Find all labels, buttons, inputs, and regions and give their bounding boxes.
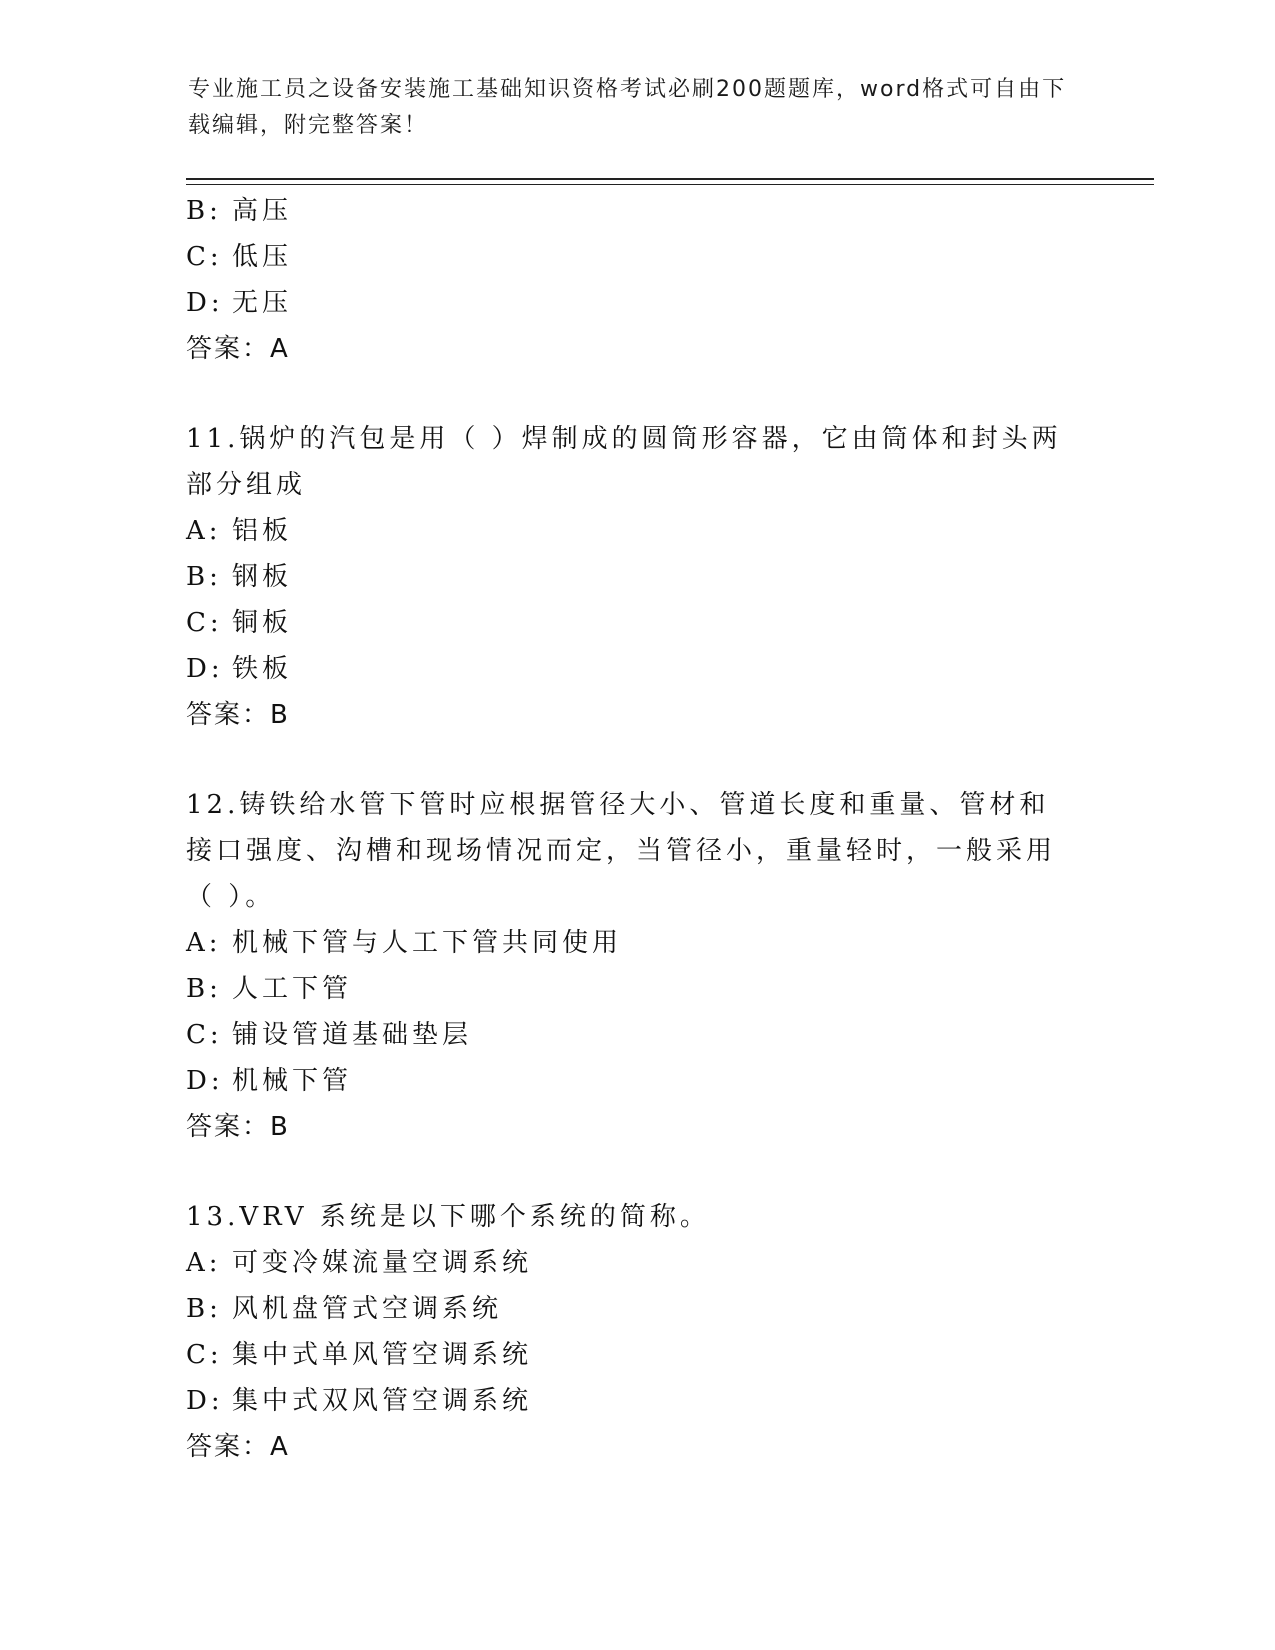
question-12 xyxy=(186,782,1086,1150)
option-c xyxy=(186,1332,1086,1378)
option-d xyxy=(186,1058,1086,1104)
answer-line: 答案：B xyxy=(186,1112,290,1142)
option-letter: D: xyxy=(186,654,224,684)
option-letter: B: xyxy=(186,974,222,1004)
option-text: 铁板 xyxy=(232,654,293,684)
option-text: 集中式双风管空调系统 xyxy=(232,1386,533,1416)
option-c xyxy=(186,600,1086,646)
question-13 xyxy=(186,1194,1086,1470)
question-content xyxy=(186,188,1086,1470)
answer-line: 答案：A xyxy=(186,1432,290,1462)
option-a xyxy=(186,508,1086,554)
option-b xyxy=(186,966,1086,1012)
option-c xyxy=(186,234,1086,280)
option-text: 可变冷媒流量空调系统 xyxy=(232,1248,533,1278)
header-rule-thin xyxy=(186,184,1154,185)
question-stem: 11.锅炉的汽包是用（ ）焊制成的圆筒形容器，它由筒体和封头两部分组成 xyxy=(186,424,1062,500)
option-letter: C: xyxy=(186,1020,223,1050)
option-text: 风机盘管式空调系统 xyxy=(232,1294,503,1324)
option-text: 铝板 xyxy=(232,516,293,546)
question-11 xyxy=(186,416,1086,738)
question-stem: 13.VRV 系统是以下哪个系统的简称。 xyxy=(186,1202,710,1232)
option-letter: B: xyxy=(186,1294,222,1324)
option-d xyxy=(186,280,1086,326)
option-text: 钢板 xyxy=(232,562,293,592)
option-letter: B: xyxy=(186,196,222,226)
option-c xyxy=(186,1012,1086,1058)
option-letter: B: xyxy=(186,562,222,592)
option-d xyxy=(186,646,1086,692)
option-letter: C: xyxy=(186,1340,223,1370)
option-text: 人工下管 xyxy=(232,974,353,1004)
option-d xyxy=(186,1378,1086,1424)
option-letter: D: xyxy=(186,1066,224,1096)
option-letter: C: xyxy=(186,608,223,638)
option-a xyxy=(186,1240,1086,1286)
option-text: 低压 xyxy=(232,242,293,272)
option-b xyxy=(186,1286,1086,1332)
option-a xyxy=(186,920,1086,966)
answer-line: 答案：A xyxy=(186,334,290,364)
option-text: 集中式单风管空调系统 xyxy=(232,1340,533,1370)
option-letter: A: xyxy=(186,1248,222,1278)
option-text: 机械下管与人工下管共同使用 xyxy=(232,928,623,958)
header-rule-thick xyxy=(186,178,1154,180)
option-letter: A: xyxy=(186,516,222,546)
option-letter: A: xyxy=(186,928,222,958)
option-text: 机械下管 xyxy=(232,1066,353,1096)
option-text: 高压 xyxy=(232,196,293,226)
option-letter: C: xyxy=(186,242,223,272)
option-letter: D: xyxy=(186,1386,224,1416)
option-b xyxy=(186,188,1086,234)
question-stem: 12.铸铁给水管下管时应根据管径大小、管道长度和重量、管材和接口强度、沟槽和现场情况而定，当管径小，重量轻时，一般采用（ ）。 xyxy=(186,790,1057,912)
partial-question xyxy=(186,188,1086,372)
option-b xyxy=(186,554,1086,600)
option-letter: D: xyxy=(186,288,224,318)
document-header: 专业施工员之设备安装施工基础知识资格考试必刷200题题库，word格式可自由下载编辑，附完整答案！ xyxy=(188,77,1067,138)
option-text: 无压 xyxy=(232,288,293,318)
option-text: 铺设管道基础垫层 xyxy=(232,1020,473,1050)
answer-line: 答案：B xyxy=(186,700,290,730)
option-text: 铜板 xyxy=(232,608,293,638)
